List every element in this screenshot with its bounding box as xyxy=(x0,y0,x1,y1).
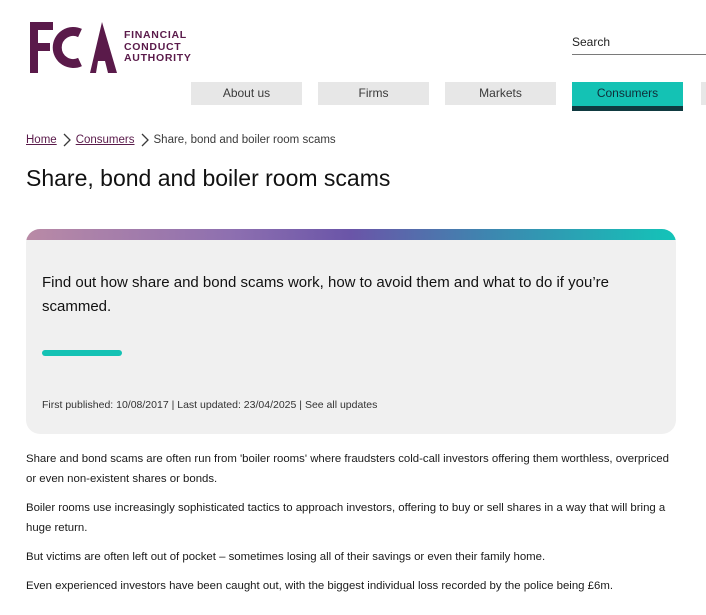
first-published: First published: 10/08/2017 xyxy=(42,399,169,411)
page-title: Share, bond and boiler room scams xyxy=(26,165,391,191)
logo-word-1: FINANCIAL xyxy=(124,29,187,41)
logo-word-2: CONDUCT xyxy=(124,40,182,53)
search-box xyxy=(572,32,706,55)
see-all-updates-link[interactable]: See all updates xyxy=(304,399,378,411)
gradient-bar xyxy=(26,229,676,240)
meta-separator: | xyxy=(299,399,303,411)
body-paragraph: Even experienced investors have been caught out, with the biggest individual loss recorded by the police being £6m. xyxy=(26,580,613,592)
nav-item-about-us[interactable]: About us xyxy=(191,82,302,105)
fca-logo-mark xyxy=(26,21,118,74)
summary-card xyxy=(26,229,676,434)
chevron-right-icon xyxy=(62,133,72,147)
last-updated: Last updated: 23/04/2025 xyxy=(177,399,297,411)
logo-word-3: AUTHORITY xyxy=(124,52,192,64)
breadcrumb-current: Share, bond and boiler room scams xyxy=(153,134,336,146)
body-paragraph: But victims are often left out of pocket – sometimes losing all of their savings or even their family home. xyxy=(26,551,546,563)
accent-bar xyxy=(42,350,122,356)
chevron-right-icon xyxy=(140,133,150,147)
body-paragraph: Boiler rooms use increasingly sophisticated tactics to approach investors, offering to buy or sell shares in a way that will bring a huge return. xyxy=(26,502,666,534)
nav-item-overflow[interactable] xyxy=(701,82,706,105)
fca-logo[interactable] xyxy=(26,21,194,74)
nav-item-firms[interactable]: Firms xyxy=(318,82,429,105)
summary-text: Find out how share and bond scams work, how to avoid them and what to do if you’re scammed. xyxy=(42,274,609,315)
nav-item-consumers[interactable]: Consumers xyxy=(572,82,683,111)
search-input[interactable] xyxy=(572,33,702,51)
nav-item-markets[interactable]: Markets xyxy=(445,82,556,105)
publication-meta xyxy=(42,399,377,411)
breadcrumb xyxy=(26,133,336,147)
article-body xyxy=(26,449,676,605)
meta-separator: | xyxy=(171,399,175,411)
body-paragraph: Share and bond scams are often run from 'boiler rooms' where fraudsters cold-call investors offering them worthless, overpriced or even non-existent shares or bonds. xyxy=(26,453,669,485)
main-nav xyxy=(0,82,706,112)
breadcrumb-consumers[interactable]: Consumers xyxy=(75,134,135,146)
breadcrumb-home[interactable]: Home xyxy=(26,134,57,146)
logo-wordmark xyxy=(124,30,192,65)
